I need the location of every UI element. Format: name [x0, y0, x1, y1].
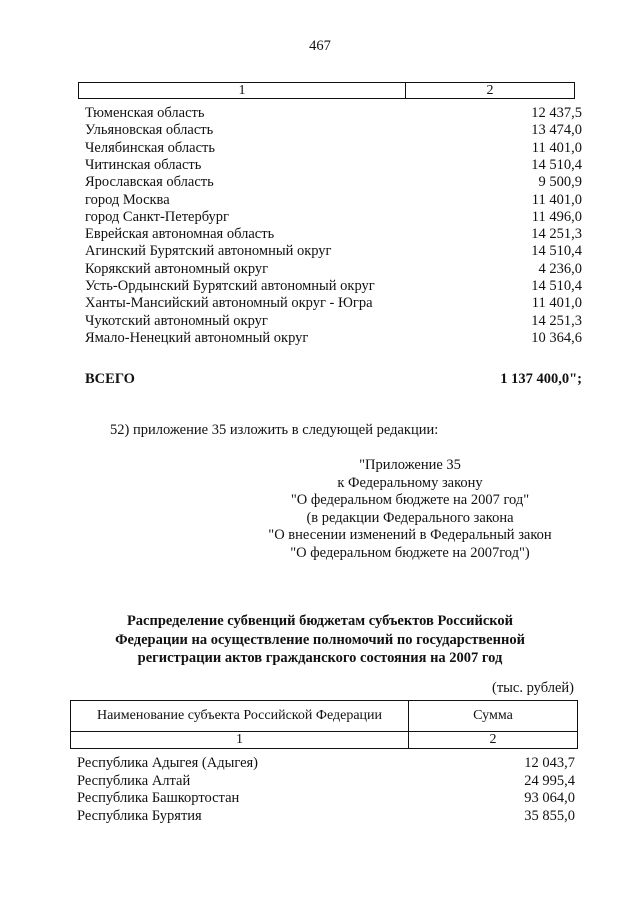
region-name: Корякский автономный округ: [85, 260, 269, 277]
amount-value: 24 995,4: [524, 772, 575, 789]
intro-text: 52) приложение 35 изложить в следующей редакции:: [110, 422, 439, 438]
region-name: Еврейская автономная область: [85, 226, 275, 243]
region-name: город Санкт-Петербург: [85, 208, 230, 225]
table-row: [85, 295, 582, 312]
table1-col-2-header: 2: [406, 83, 575, 99]
appendix-reference: [230, 457, 590, 562]
amount-value: 93 064,0: [524, 790, 575, 806]
amount-value: 14 251,3: [531, 312, 582, 329]
table1-header: [78, 82, 575, 99]
amount-value: 12 043,7: [524, 755, 575, 771]
amount-value: 11 401,0: [531, 295, 582, 312]
table-row: [85, 140, 582, 157]
total-value: 1 137 400,0";: [500, 371, 582, 387]
units-label: (тыс. рублей): [492, 680, 574, 696]
table2-col-2-number: 2: [409, 732, 578, 749]
region-name: Усть-Ордынский Бурятский автономный округ: [85, 278, 375, 294]
table-row: [85, 261, 582, 278]
amount-value: 12 437,5: [531, 105, 582, 121]
amount-value: 14 251,3: [531, 226, 582, 243]
appendix-line: "О внесении изменений в Федеральный закон: [268, 527, 552, 543]
amount-value: 14 510,4: [531, 278, 582, 294]
page-number: 467: [309, 38, 331, 54]
region-name: Республика Башкортостан: [77, 790, 240, 806]
table-row: [77, 755, 575, 772]
total-row: [85, 371, 582, 388]
region-name: Чукотский автономный округ: [85, 312, 268, 329]
region-name: Республика Адыгея (Адыгея): [77, 755, 259, 771]
amount-value: 11 401,0: [531, 139, 582, 156]
table-row: [85, 278, 582, 295]
table-row: [77, 808, 575, 825]
appendix-line: к Федеральному закону: [337, 474, 483, 491]
table-row: [85, 330, 582, 347]
region-name: Ярославская область: [85, 174, 214, 191]
amount-value: 11 401,0: [531, 191, 582, 208]
region-name: Тюменская область: [85, 105, 205, 121]
table-row: [85, 226, 582, 243]
region-name: Ульяновская область: [85, 122, 214, 139]
section-title-line: Распределение субвенций бюджетам субъектов Российской: [126, 613, 514, 629]
amount-value: 10 364,6: [531, 329, 582, 346]
appendix-line: "Приложение 35: [359, 457, 461, 473]
table2-name-header: Наименование субъекта Российской Федерации: [71, 701, 409, 732]
table-row: [77, 790, 575, 807]
region-name: Республика Алтай: [77, 772, 191, 789]
appendix-line: (в редакции Федерального закона: [306, 509, 514, 526]
region-name: Республика Бурятия: [77, 807, 202, 824]
amount-value: 4 236,0: [538, 260, 582, 277]
region-name: город Москва: [85, 191, 170, 208]
region-name: Челябинская область: [85, 139, 215, 156]
region-name: Ямало-Ненецкий автономный округ: [85, 329, 309, 346]
table-row: [85, 105, 582, 122]
amount-value: 11 496,0: [531, 208, 582, 225]
table2-sum-header: Сумма: [409, 701, 578, 732]
table1-col-1-header: 1: [79, 83, 406, 99]
table-row: [77, 773, 575, 790]
amount-value: 14 510,4: [531, 156, 582, 173]
table-row: [85, 209, 582, 226]
region-name: Ханты-Мансийский автономный округ - Югра: [85, 295, 373, 312]
table2-col-1-number: 1: [71, 732, 409, 749]
amount-value: 14 510,4: [531, 243, 582, 260]
amount-value: 9 500,9: [538, 174, 582, 191]
total-label: ВСЕГО: [85, 371, 135, 387]
section-title: [90, 612, 550, 668]
section-title-line: Федерации на осуществление полномочий по государственной: [115, 631, 525, 648]
amount-value: 13 474,0: [531, 122, 582, 139]
table-row: [85, 122, 582, 139]
appendix-line: "О федеральном бюджете на 2007год"): [290, 544, 530, 561]
table-row: [85, 157, 582, 174]
amount-value: 35 855,0: [524, 807, 575, 824]
section-title-line: регистрации актов гражданского состояния на 2007 год: [137, 650, 503, 666]
table-row: [85, 174, 582, 191]
table-row: [85, 243, 582, 260]
region-name: Агинский Бурятский автономный округ: [85, 243, 332, 260]
table2-header: [70, 700, 578, 749]
table-row: [85, 192, 582, 209]
region-name: Читинская область: [85, 156, 202, 173]
table-row: [85, 313, 582, 330]
appendix-line: "О федеральном бюджете на 2007 год": [290, 492, 530, 508]
